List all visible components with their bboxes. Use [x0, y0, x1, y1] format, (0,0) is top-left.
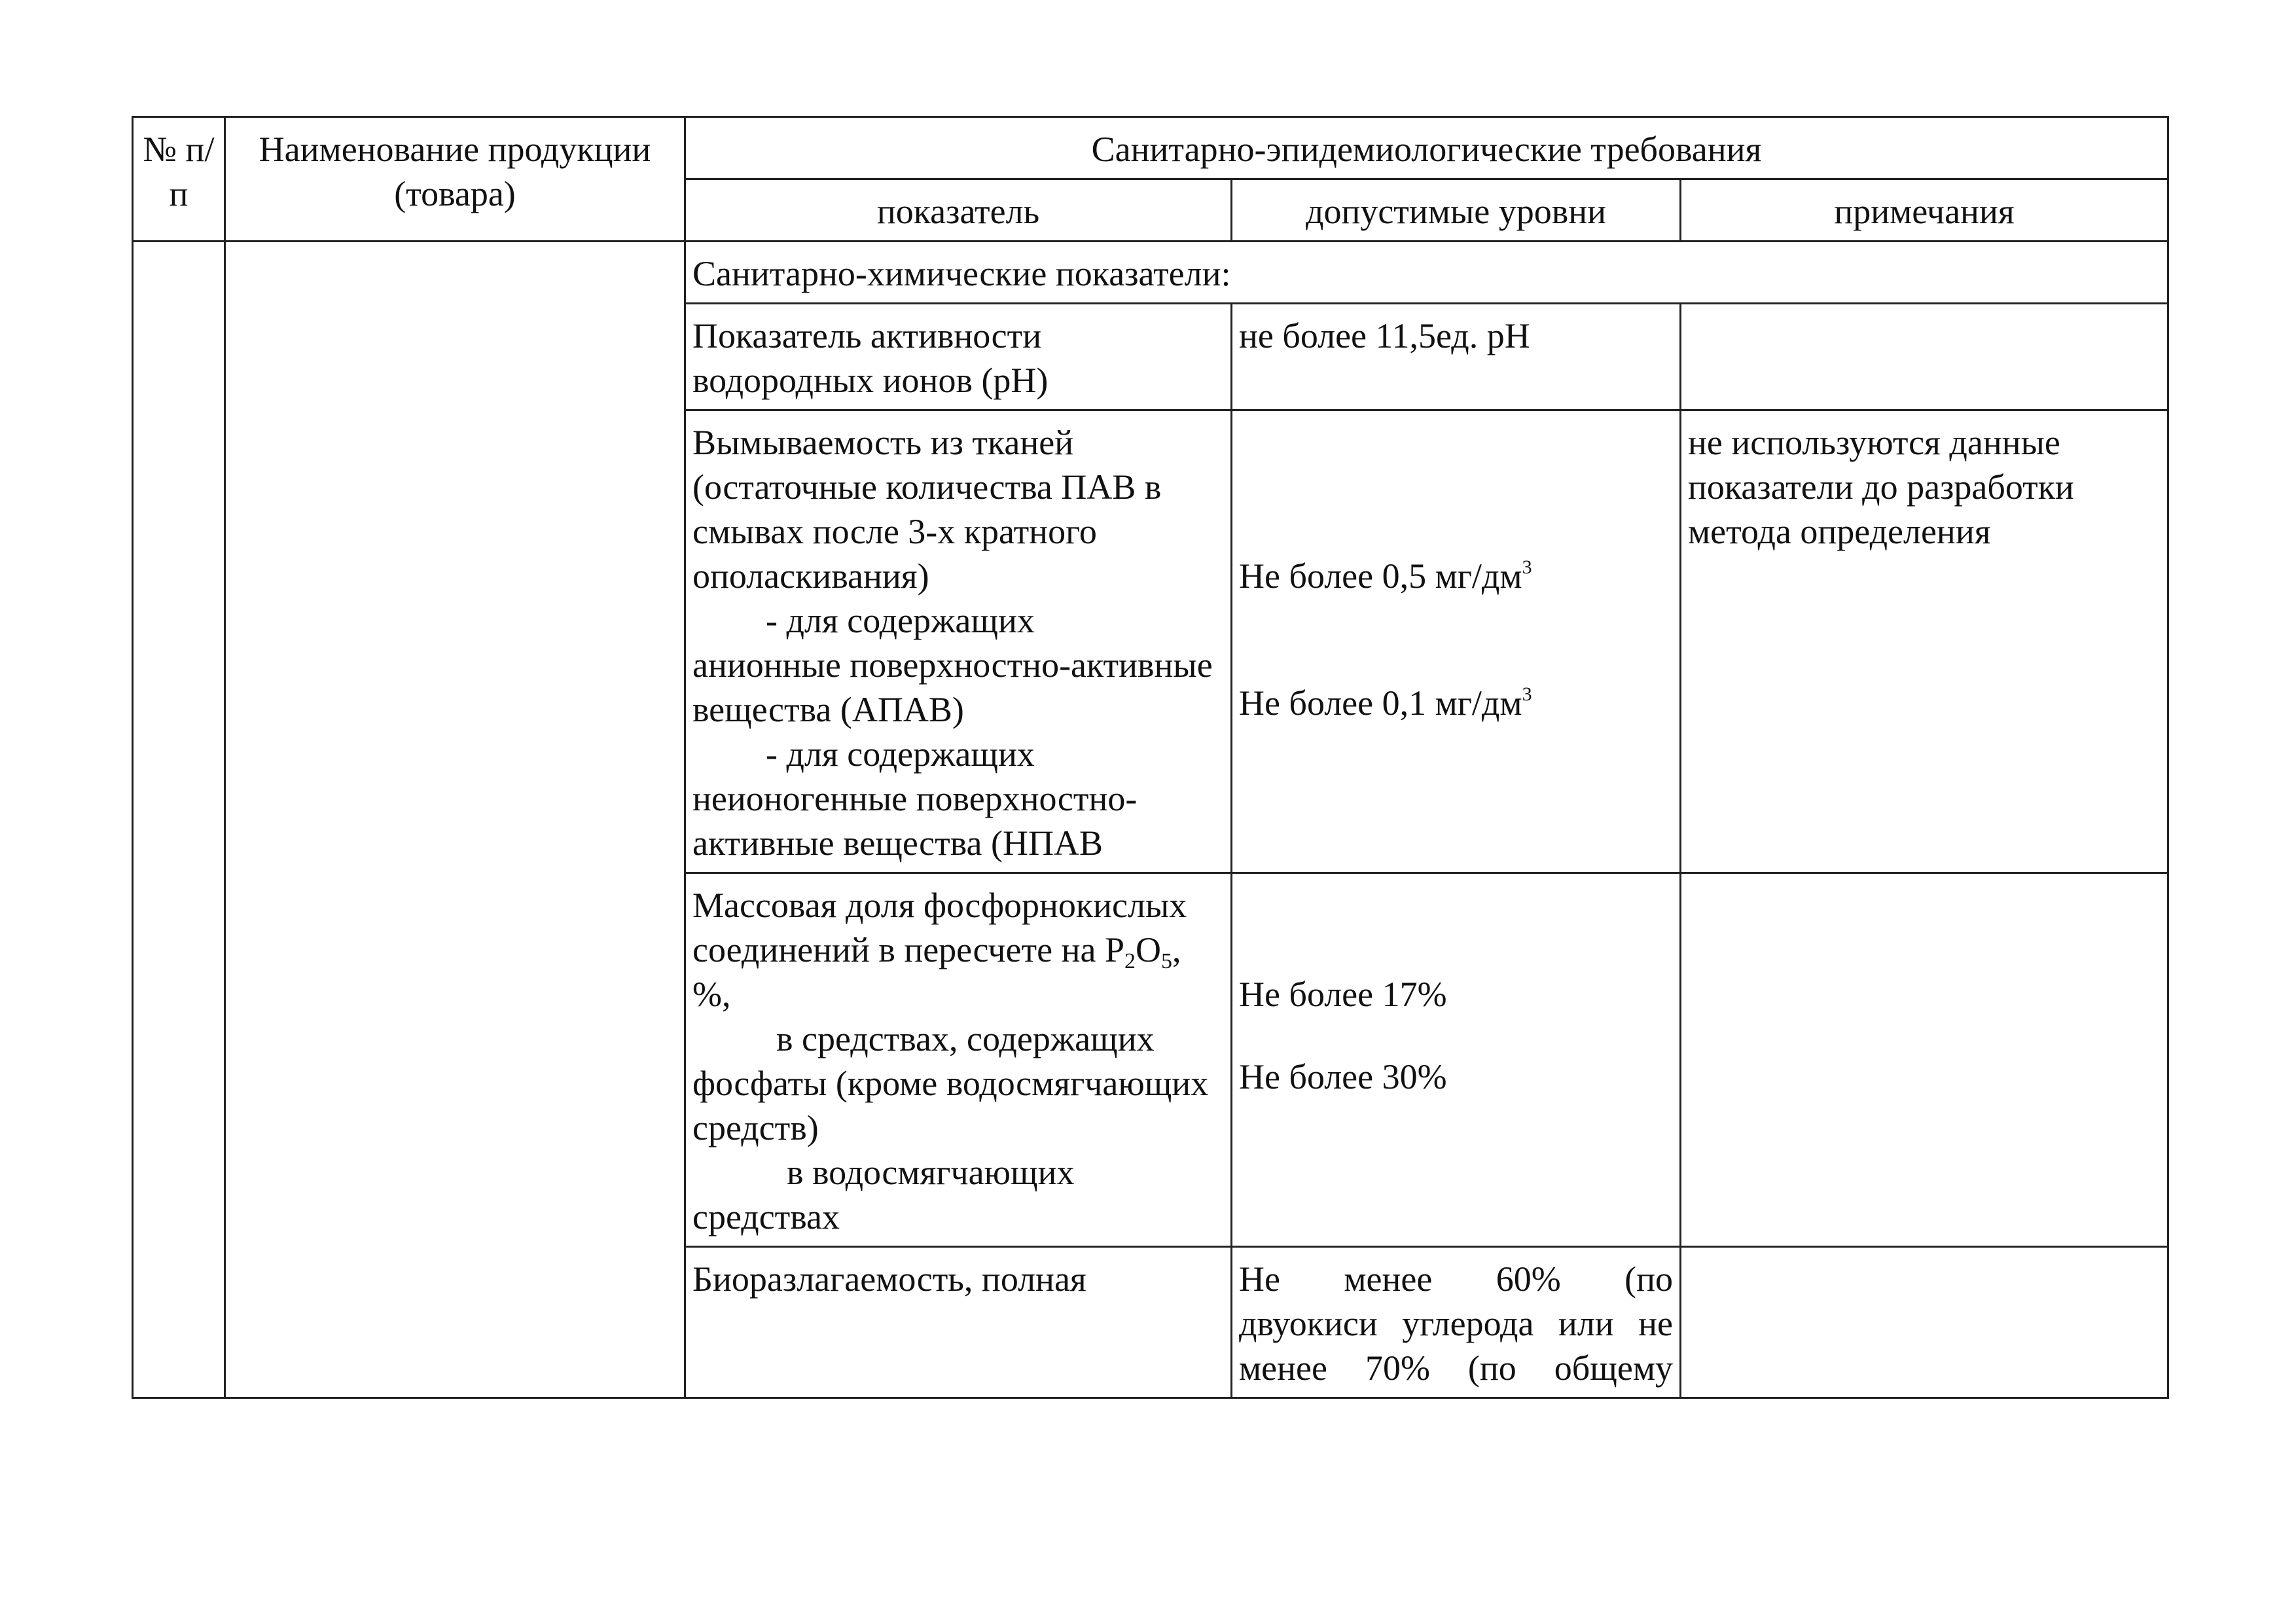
phosphate-indicator — [685, 873, 1232, 1247]
biodeg-level — [1232, 1247, 1681, 1398]
wash-indicator-sub2: - для содержащих — [766, 734, 1035, 774]
wash-level-npav: Не более 0,1 $мг/дм^3$ — [1239, 683, 1532, 723]
header-levels: допустимые уровни — [1232, 179, 1681, 242]
phosphate-indicator-sub2-cont: средствах — [692, 1197, 840, 1236]
phosphate-indicator-sub1-cont: фосфаты (кроме водосмягчающих средств) — [692, 1064, 1209, 1147]
biodeg-level-line1: Не менее 60% (по — [1239, 1259, 1673, 1299]
wash-indicator — [685, 410, 1232, 873]
section-title: Санитарно-химические показатели: — [685, 242, 2168, 304]
wash-note: не используются данные показатели до разработки метода определения — [1681, 410, 2168, 873]
phosphate-indicator-sub1: в средствах, содержащих — [776, 1019, 1155, 1058]
header-notes: примечания — [1681, 179, 2168, 242]
num-cell — [133, 242, 225, 1398]
header-indicator: показатель — [685, 179, 1232, 242]
wash-indicator-main: Вымываемость из тканей (остаточные количества ПАВ в смывах после 3-х кратного ополаскивания) — [692, 423, 1162, 596]
header-product-name: Наименование продукции (товара) — [225, 117, 685, 242]
phosphate-indicator-sub2: в водосмягчающих — [787, 1153, 1075, 1192]
phosphate-level-2: Не более 30% — [1239, 1057, 1447, 1096]
biodeg-indicator: Биоразлагаемость, полная — [685, 1247, 1232, 1398]
phosphate-level-1: Не более 17% — [1239, 975, 1447, 1014]
wash-indicator-sub2-cont: неионогенные поверхностно-активные вещества (НПАВ — [692, 779, 1138, 863]
ph-indicator: Показатель активности водородных ионов (pH) — [685, 304, 1232, 410]
ph-level: не более 11,5ед. pH — [1232, 304, 1681, 410]
wash-indicator-sub1: - для содержащих — [766, 601, 1035, 640]
wash-indicator-sub1-cont: анионные поверхностно-активные вещества (АПАВ) — [692, 645, 1213, 729]
header-num: № п/п — [133, 117, 225, 242]
phosphate-note — [1681, 873, 2168, 1247]
biodeg-note — [1681, 1247, 2168, 1398]
wash-level — [1232, 410, 1681, 873]
wash-level-apav: Не более 0,5 $мг/дм^3$ — [1239, 556, 1532, 596]
header-requirements: Санитарно-эпидемиологические требования — [685, 117, 2168, 179]
requirements-table — [132, 116, 2169, 1399]
biodeg-level-line2: двуокиси углерода или не — [1239, 1304, 1673, 1343]
phosphate-level — [1232, 873, 1681, 1247]
ph-note — [1681, 304, 2168, 410]
phosphate-indicator-main: Массовая доля фосфорнокислых соединений в пересчете на $P_2O_5$, %, — [692, 886, 1187, 1014]
biodeg-level-line3: менее 70% (по общему — [1239, 1348, 1673, 1388]
product-name-cell — [225, 242, 685, 1398]
